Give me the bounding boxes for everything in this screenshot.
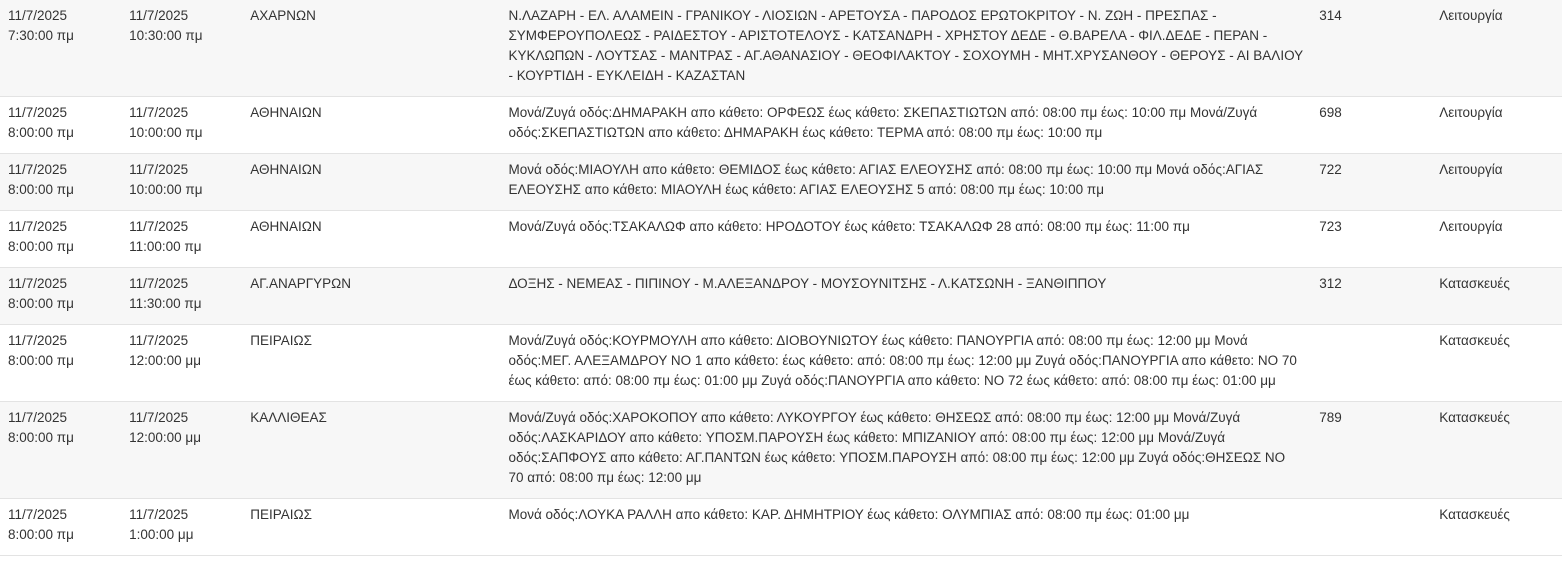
table-row bbox=[0, 154, 1562, 211]
end-datetime-cell bbox=[121, 325, 242, 402]
start-time: 8:00:00 πμ bbox=[8, 182, 74, 197]
area-cell: ΑΓ.ΑΝΑΡΓΥΡΩΝ bbox=[242, 268, 500, 325]
streets-cell: Μονά/Ζυγά οδός:ΔΗΜΑΡΑΚΗ απο κάθετο: ΟΡΦΕΩΣ έως κάθετο: ΣΚΕΠΑΣΤΙΩΤΩΝ από: 08:00 πμ έως: 10:00 πμ Μονά/Ζυγά οδός:ΣΚΕΠΑΣΤΙΩΤΩΝ απο κάθετο: ΔΗΜΑΡΑΚΗ έως κάθετο: ΤΕΡΜΑ από: 08:00 πμ έως: 10:00 πμ bbox=[500, 97, 1311, 154]
end-time: 10:00:00 πμ bbox=[129, 182, 203, 197]
start-date: 11/7/2025 bbox=[8, 8, 68, 23]
streets-cell: ΔΟΞΗΣ - ΝΕΜΕΑΣ - ΠΙΠΙΝΟΥ - Μ.ΑΛΕΞΑΝΔΡΟΥ - ΜΟΥΣΟΥΝΙΤΣΗΣ - Λ.ΚΑΤΣΩΝΗ - ΞΑΝΘΙΠΠΟΥ bbox=[500, 268, 1311, 325]
area-cell: ΑΘΗΝΑΙΩΝ bbox=[242, 154, 500, 211]
start-time: 8:00:00 πμ bbox=[8, 430, 74, 445]
end-date: 11/7/2025 bbox=[129, 105, 189, 120]
end-datetime-cell bbox=[121, 268, 242, 325]
type-cell: Λειτουργία bbox=[1431, 97, 1562, 154]
end-date: 11/7/2025 bbox=[129, 333, 189, 348]
table-row bbox=[0, 402, 1562, 499]
end-time: 10:00:00 πμ bbox=[129, 125, 203, 140]
type-cell: Κατασκευές bbox=[1431, 268, 1562, 325]
area-cell: ΑΘΗΝΑΙΩΝ bbox=[242, 97, 500, 154]
start-time: 8:00:00 πμ bbox=[8, 296, 74, 311]
type-cell: Λειτουργία bbox=[1431, 0, 1562, 97]
area-cell: ΑΘΗΝΑΙΩΝ bbox=[242, 211, 500, 268]
start-datetime-cell bbox=[0, 402, 121, 499]
start-time: 8:00:00 πμ bbox=[8, 125, 74, 140]
start-datetime-cell bbox=[0, 0, 121, 97]
area-cell: ΚΑΛΛΙΘΕΑΣ bbox=[242, 402, 500, 499]
start-datetime-cell bbox=[0, 154, 121, 211]
type-cell: Κατασκευές bbox=[1431, 499, 1562, 556]
end-time: 11:30:00 πμ bbox=[129, 296, 202, 311]
code-cell: 723 bbox=[1311, 211, 1431, 268]
type-cell: Κατασκευές bbox=[1431, 325, 1562, 402]
table-row bbox=[0, 211, 1562, 268]
start-date: 11/7/2025 bbox=[8, 162, 68, 177]
end-date: 11/7/2025 bbox=[129, 507, 189, 522]
area-cell: ΠΕΙΡΑΙΩΣ bbox=[242, 325, 500, 402]
end-time: 1:00:00 μμ bbox=[129, 527, 194, 542]
end-date: 11/7/2025 bbox=[129, 8, 189, 23]
code-cell: 314 bbox=[1311, 0, 1431, 97]
code-cell bbox=[1311, 325, 1431, 402]
code-cell: 312 bbox=[1311, 268, 1431, 325]
end-time: 12:00:00 μμ bbox=[129, 430, 201, 445]
end-datetime-cell bbox=[121, 0, 242, 97]
type-cell: Λειτουργία bbox=[1431, 211, 1562, 268]
type-cell: Κατασκευές bbox=[1431, 402, 1562, 499]
streets-cell: Μονά/Ζυγά οδός:ΤΣΑΚΑΛΩΦ απο κάθετο: ΗΡΟΔΟΤΟΥ έως κάθετο: ΤΣΑΚΑΛΩΦ 28 από: 08:00 πμ έως: 11:00 πμ bbox=[500, 211, 1311, 268]
start-date: 11/7/2025 bbox=[8, 105, 68, 120]
end-datetime-cell bbox=[121, 211, 242, 268]
area-cell: ΠΕΙΡΑΙΩΣ bbox=[242, 499, 500, 556]
code-cell: 789 bbox=[1311, 402, 1431, 499]
end-date: 11/7/2025 bbox=[129, 276, 189, 291]
table-row bbox=[0, 268, 1562, 325]
start-date: 11/7/2025 bbox=[8, 410, 68, 425]
streets-cell: Μονά/Ζυγά οδός:ΧΑΡΟΚΟΠΟΥ απο κάθετο: ΛΥΚΟΥΡΓΟΥ έως κάθετο: ΘΗΣΕΩΣ από: 08:00 πμ έως: 12:00 μμ Μονά/Ζυγά οδός:ΛΑΣΚΑΡΙΔΟΥ απο κάθετο: ΥΠΟΣΜ.ΠΑΡΟΥΣΗ έως κάθετο: ΜΠΙΖΑΝΙΟΥ από: 08:00 πμ έως: 12:00 μμ Μονά/Ζυγά οδός:ΣΑΠΦΟΥΣ απο κάθετο: ΑΓ.ΠΑΝΤΩΝ έως κάθετο: ΥΠΟΣΜ.ΠΑΡΟΥΣΗ από: 08:00 πμ έως: 12:00 μμ Ζυγά οδός:ΘΗΣΕΩΣ ΝΟ 70 από: 08:00 πμ έως: 12:00 μμ bbox=[500, 402, 1311, 499]
start-datetime-cell bbox=[0, 97, 121, 154]
start-datetime-cell bbox=[0, 499, 121, 556]
type-cell: Λειτουργία bbox=[1431, 154, 1562, 211]
area-cell: ΑΧΑΡΝΩΝ bbox=[242, 0, 500, 97]
end-datetime-cell bbox=[121, 402, 242, 499]
table-row bbox=[0, 499, 1562, 556]
streets-cell: Ν.ΛΑΖΑΡΗ - ΕΛ. ΑΛΑΜΕΙΝ - ΓΡΑΝΙΚΟΥ - ΛΙΟΣΙΩΝ - ΑΡΕΤΟΥΣΑ - ΠΑΡΟΔΟΣ ΕΡΩΤΟΚΡΙΤΟΥ - Ν. ΖΩΗ - ΠΡΕΣΠΑΣ - ΣΥΜΦΕΡΟΥΠΟΛΕΩΣ - ΡΑΙΔΕΣΤΟΥ - ΑΡΙΣΤΟΤΕΛΟΥΣ - ΚΑΤΣΑΝΔΡΗ - ΧΡΗΣΤΟΥ ΔΕΔΕ - Θ.ΒΑΡΕΛΑ - ΦΙΛ.ΔΕΔΕ - ΠΕΡΑΝ - ΚΥΚΛΩΠΩΝ - ΛΟΥΤΣΑΣ - ΜΑΝΤΡΑΣ - ΑΓ.ΑΘΑΝΑΣΙΟΥ - ΘΕΟΦΙΛΑΚΤΟΥ - ΣΟΧΟΥΜΗ - ΜΗΤ.ΧΡΥΣΑΝΘΟΥ - ΘΕΡΟΥΣ - ΑΙ ΒΑΛΙΟΥ - ΚΟΥΡΤΙΔΗ - ΕΥΚΛΕΙΔΗ - ΚΑΖΑΣΤΑΝ bbox=[500, 0, 1311, 97]
end-time: 12:00:00 μμ bbox=[129, 353, 201, 368]
streets-cell: Μονά οδός:ΛΟΥΚΑ ΡΑΛΛΗ απο κάθετο: ΚΑΡ. ΔΗΜΗΤΡΙΟΥ έως κάθετο: ΟΛΥΜΠΙΑΣ από: 08:00 πμ έως: 01:00 μμ bbox=[500, 499, 1311, 556]
end-date: 11/7/2025 bbox=[129, 219, 189, 234]
start-time: 8:00:00 πμ bbox=[8, 239, 74, 254]
end-datetime-cell bbox=[121, 154, 242, 211]
streets-cell: Μονά/Ζυγά οδός:ΚΟΥΡΜΟΥΛΗ απο κάθετο: ΔΙΟΒΟΥΝΙΩΤΟΥ έως κάθετο: ΠΑΝΟΥΡΓΙΑ από: 08:00 πμ έως: 12:00 μμ Μονά οδός:ΜΕΓ. ΑΛΕΞΑΜΔΡΟΥ ΝΟ 1 απο κάθετο: έως κάθετο: από: 08:00 πμ έως: 12:00 μμ Ζυγά οδός:ΠΑΝΟΥΡΓΙΑ απο κάθετο: ΝΟ 70 έως κάθετο: από: 08:00 πμ έως: 01:00 μμ Ζυγά οδός:ΠΑΝΟΥΡΓΙΑ απο κάθετο: ΝΟ 72 έως κάθετο: από: 08:00 πμ έως: 01:00 μμ bbox=[500, 325, 1311, 402]
code-cell: 722 bbox=[1311, 154, 1431, 211]
end-time: 10:30:00 πμ bbox=[129, 28, 203, 43]
start-time: 7:30:00 πμ bbox=[8, 28, 74, 43]
code-cell: 698 bbox=[1311, 97, 1431, 154]
table-row bbox=[0, 325, 1562, 402]
start-datetime-cell bbox=[0, 268, 121, 325]
start-date: 11/7/2025 bbox=[8, 276, 68, 291]
streets-cell: Μονά οδός:ΜΙΑΟΥΛΗ απο κάθετο: ΘΕΜΙΔΟΣ έως κάθετο: ΑΓΙΑΣ ΕΛΕΟΥΣΗΣ από: 08:00 πμ έως: 10:00 πμ Μονά οδός:ΑΓΙΑΣ ΕΛΕΟΥΣΗΣ απο κάθετο: ΜΙΑΟΥΛΗ έως κάθετο: ΑΓΙΑΣ ΕΛΕΟΥΣΗΣ 5 από: 08:00 πμ έως: 10:00 πμ bbox=[500, 154, 1311, 211]
start-date: 11/7/2025 bbox=[8, 507, 68, 522]
end-date: 11/7/2025 bbox=[129, 410, 189, 425]
end-time: 11:00:00 πμ bbox=[129, 239, 202, 254]
start-date: 11/7/2025 bbox=[8, 219, 68, 234]
code-cell bbox=[1311, 499, 1431, 556]
start-date: 11/7/2025 bbox=[8, 333, 68, 348]
table-row bbox=[0, 97, 1562, 154]
start-time: 8:00:00 πμ bbox=[8, 353, 74, 368]
end-datetime-cell bbox=[121, 499, 242, 556]
start-datetime-cell bbox=[0, 325, 121, 402]
start-datetime-cell bbox=[0, 211, 121, 268]
start-time: 8:00:00 πμ bbox=[8, 527, 74, 542]
table-row bbox=[0, 0, 1562, 97]
end-date: 11/7/2025 bbox=[129, 162, 189, 177]
end-datetime-cell bbox=[121, 97, 242, 154]
